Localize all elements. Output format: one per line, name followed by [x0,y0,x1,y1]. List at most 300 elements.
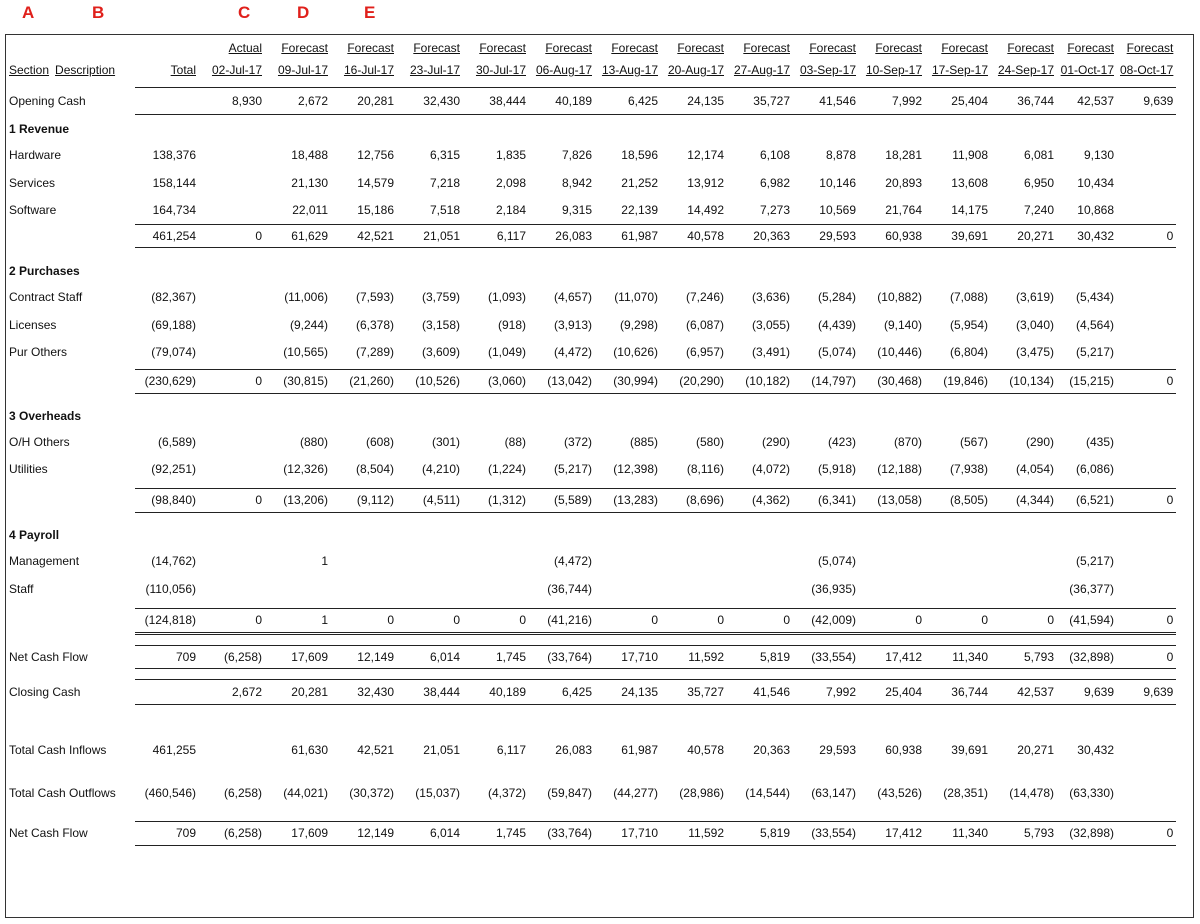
value-cell: (12,398) [613,461,658,476]
value-cell: 30,432 [1057,224,1117,247]
value-cell: (3,158) [421,317,460,332]
section-header: Section [9,63,50,77]
value-cell: (5,074) [817,344,856,359]
header-type-label: Forecast [1126,41,1174,55]
header-blank [6,37,199,55]
value-cell [859,575,925,602]
column-letter: C [238,3,251,22]
value-cell [1117,311,1176,338]
value-cell: 42,521 [357,742,394,757]
column-letter: A [22,3,35,22]
value-cell [199,141,265,169]
value-cell: (5,589) [529,488,595,512]
value-cell: (13,206) [265,488,331,512]
value-cell: (32,898) [1057,645,1117,668]
value-cell: (1,093) [487,290,526,304]
value-cell: 25,404 [925,87,991,114]
value-cell: 15,186 [357,202,394,217]
header-type-label: Forecast [743,41,790,55]
value-cell: 6,108 [759,148,790,162]
row-label: Opening Cash [9,93,86,108]
value-cell [199,547,265,575]
value-cell: (301) [431,435,460,449]
value-cell: 9,130 [1083,148,1114,162]
row-total: (460,546) [144,785,196,800]
value-cell [1117,141,1176,169]
value-cell: (5,954) [949,317,988,332]
value-cell: 1 [265,608,331,633]
value-cell: (435) [1085,435,1114,449]
value-cell: (13,283) [595,488,661,512]
value-cell: (20,290) [661,369,727,393]
value-cell: (15,215) [1057,369,1117,393]
value-cell [1117,428,1176,456]
value-cell: 0 [463,608,529,633]
value-cell: (33,554) [793,645,859,668]
value-cell: (41,594) [1057,608,1117,633]
row-label: Hardware [9,148,62,162]
value-cell: 7,240 [1023,202,1054,217]
section-heading: 4 Payroll [9,528,60,542]
value-cell: 2,672 [199,679,265,704]
value-cell [199,283,265,311]
value-cell: (33,764) [529,645,595,668]
value-cell: 24,135 [661,87,727,114]
value-cell [397,547,463,575]
row-label: O/H Others [9,435,70,449]
value-cell: (880) [299,435,328,449]
value-cell: (4,472) [553,554,592,568]
row-total: (98,840) [135,488,199,512]
value-cell: (4,511) [397,488,463,512]
value-cell [1117,547,1176,575]
row-total: (124,818) [135,608,199,633]
header-type-label: Forecast [545,41,592,55]
date-header: 30-Jul-17 [475,63,526,77]
row-label: Contract Staff [9,290,83,304]
value-cell: 0 [595,608,661,633]
value-cell: (1,224) [487,461,526,476]
section-heading: 2 Purchases [9,264,80,278]
value-cell: 8,930 [199,87,265,114]
value-cell: 7,273 [759,202,790,217]
table-row [6,77,1176,87]
value-cell: (5,074) [817,554,856,568]
value-cell: (14,797) [793,369,859,393]
row-total: (230,629) [135,369,199,393]
value-cell: (1,049) [487,344,526,359]
value-cell: (5,217) [1075,554,1114,568]
value-cell: 10,146 [819,175,856,190]
value-cell: 0 [1117,645,1176,668]
value-cell: 17,412 [859,821,925,845]
value-cell: (1,312) [463,488,529,512]
value-cell: 10,434 [1077,175,1114,190]
value-cell: (9,298) [619,317,658,332]
date-header: 08-Oct-17 [1120,63,1174,77]
value-cell: 17,609 [265,645,331,668]
value-cell: (608) [365,435,394,449]
table-row [6,763,1176,779]
value-cell: 0 [199,224,265,247]
value-cell: (63,147) [811,785,856,800]
table-row [6,736,1176,763]
value-cell: 9,315 [561,202,592,217]
spacer-cell [6,668,1117,679]
value-cell: 30,432 [1077,742,1114,757]
value-cell: (3,913) [553,317,592,332]
date-header: 24-Sep-17 [997,63,1054,77]
value-cell: (7,246) [685,290,724,304]
value-cell: 61,987 [621,742,658,757]
cash-flow-table [6,35,1176,846]
value-cell: (6,086) [1075,461,1114,476]
value-cell: 6,014 [397,645,463,668]
value-cell: 0 [661,608,727,633]
value-cell: (10,526) [397,369,463,393]
table-row [6,311,1176,338]
row-total: (92,251) [151,461,196,476]
value-cell: (4,564) [1075,317,1114,332]
header-type-label: Forecast [347,41,394,55]
value-cell [463,547,529,575]
value-cell: 22,139 [621,202,658,217]
value-cell: (11,006) [284,290,328,304]
value-cell: 12,756 [357,148,394,162]
section-heading: 3 Overheads [9,409,82,423]
value-cell [925,575,991,602]
row-total: 158,144 [152,175,196,190]
description-header: Description [55,63,116,77]
date-header: 23-Jul-17 [409,63,460,77]
value-cell: 40,189 [529,87,595,114]
value-cell: (44,277) [613,785,658,800]
value-cell: (12,326) [283,461,328,476]
spacer-cell [6,393,1117,404]
column-letter: D [297,3,310,22]
row-total: (82,367) [151,290,196,304]
row-label: Utilities [9,461,48,476]
row-label [6,369,135,393]
table-row [6,456,1176,481]
value-cell: (32,898) [1057,821,1117,845]
value-cell: 5,793 [991,821,1057,845]
spacer-cell [6,247,1117,259]
value-cell [595,547,661,575]
value-cell: (33,764) [529,821,595,845]
value-cell: (9,244) [289,317,328,332]
value-cell: (30,994) [595,369,661,393]
value-cell: 20,271 [1017,742,1054,757]
table-row [6,338,1176,365]
value-cell: 12,149 [331,821,397,845]
value-cell: (4,072) [751,461,790,476]
table-row [6,779,1176,806]
section-heading: 1 Revenue [9,122,70,136]
cash-flow-sheet [5,34,1194,918]
value-cell: 17,710 [595,645,661,668]
row-label [6,224,135,247]
date-header: 20-Aug-17 [667,63,724,77]
value-cell: 0 [199,488,265,512]
value-cell: 14,579 [357,175,394,190]
value-cell: 6,081 [1023,148,1054,162]
value-cell: 20,281 [331,87,397,114]
value-cell: (41,216) [529,608,595,633]
value-cell: (36,377) [1069,581,1114,596]
value-cell [1117,736,1176,763]
value-cell [1117,456,1176,481]
value-cell [661,547,727,575]
section-description-header [6,55,135,77]
value-cell: (6,258) [199,821,265,845]
row-label: Staff [9,581,34,596]
value-cell: 40,189 [463,679,529,704]
value-cell: (10,626) [613,344,658,359]
value-cell: 6,425 [595,87,661,114]
table-row [6,481,1176,488]
row-label: Net Cash Flow [9,826,88,840]
value-cell: 18,281 [885,148,922,162]
value-cell: 60,938 [859,224,925,247]
value-cell: 17,412 [859,645,925,668]
row-total [135,679,199,704]
date-header: 10-Sep-17 [865,63,922,77]
value-cell: (4,372) [487,785,526,800]
table-row [6,117,1176,141]
value-cell: 39,691 [925,224,991,247]
value-cell [1117,196,1176,224]
value-cell [199,736,265,763]
value-cell: (870) [893,435,922,449]
column-letter-bar [0,0,1200,30]
value-cell [199,338,265,365]
value-cell: (12,188) [877,461,922,476]
value-cell [331,575,397,602]
table-row [6,488,1176,512]
value-cell: (372) [563,435,592,449]
value-cell: 17,609 [265,821,331,845]
value-cell: 21,130 [291,175,328,190]
value-cell: 6,117 [496,742,526,757]
value-cell: 11,340 [925,821,991,845]
value-cell: 0 [1117,224,1176,247]
value-cell: (7,938) [949,461,988,476]
value-cell: 61,630 [291,742,328,757]
table-row [6,512,1176,523]
value-cell: 1,835 [495,148,526,162]
table-row [6,141,1176,169]
value-cell: 40,578 [661,224,727,247]
value-cell: 1 [321,554,328,568]
column-letter: B [92,3,105,22]
value-cell: 5,819 [727,645,793,668]
value-cell: 12,149 [331,645,397,668]
value-cell: 10,868 [1077,202,1114,217]
value-cell: (5,918) [817,461,856,476]
value-cell: 60,938 [885,742,922,757]
date-header: 27-Aug-17 [733,63,790,77]
row-label: Licenses [9,317,57,332]
table-row [6,369,1176,393]
value-cell: (11,070) [614,290,658,304]
header-type-label: Forecast [1007,41,1054,55]
table-row [6,547,1176,575]
value-cell: 0 [1117,608,1176,633]
table-row [6,704,1176,736]
value-cell: 13,608 [951,175,988,190]
value-cell: (33,554) [793,821,859,845]
value-cell: 11,340 [925,645,991,668]
value-cell [1117,338,1176,365]
value-cell: (36,935) [811,581,856,596]
value-cell: (43,526) [877,785,922,800]
row-total: 461,254 [135,224,199,247]
value-cell: (3,491) [751,344,790,359]
value-cell: 21,252 [621,175,658,190]
value-cell: 0 [199,608,265,633]
value-cell [265,575,331,602]
table-row [6,393,1176,404]
spacer-cell [6,512,1117,523]
value-cell: 0 [991,608,1057,633]
value-cell: 21,764 [885,202,922,217]
value-cell: 18,596 [621,148,658,162]
value-cell: (5,217) [553,461,592,476]
value-cell: (290) [761,435,790,449]
value-cell: 26,083 [529,224,595,247]
total-header: Total [170,63,196,77]
value-cell: (63,330) [1069,785,1114,800]
value-cell [1117,779,1176,806]
value-cell: (3,759) [421,290,460,304]
row-total: 164,734 [152,202,196,217]
header-type-label: Actual [228,41,262,55]
row-total: (14,762) [151,554,196,568]
row-total: (69,188) [151,317,196,332]
value-cell: (10,446) [877,344,922,359]
value-cell: 13,912 [687,175,724,190]
value-cell: (4,362) [727,488,793,512]
value-cell [661,575,727,602]
value-cell: 2,184 [495,202,526,217]
value-cell: 0 [331,608,397,633]
value-cell: 17,710 [595,821,661,845]
value-cell: 21,051 [397,224,463,247]
value-cell: (5,217) [1075,344,1114,359]
table-row [6,196,1176,224]
value-cell: 24,135 [595,679,661,704]
table-row [6,645,1176,668]
value-cell [727,547,793,575]
value-cell [397,575,463,602]
value-cell [199,169,265,196]
value-cell: (6,341) [793,488,859,512]
value-cell: 32,430 [397,87,463,114]
value-cell [199,311,265,338]
row-total: 138,376 [152,148,196,162]
value-cell: 0 [925,608,991,633]
value-cell: (9,140) [883,317,922,332]
row-label: Services [9,175,56,190]
value-cell: 42,521 [331,224,397,247]
row-total: 461,255 [152,742,196,757]
value-cell: 36,744 [991,87,1057,114]
value-cell: (42,009) [793,608,859,633]
value-cell: (580) [695,435,724,449]
value-cell: 11,592 [661,821,727,845]
table-row [6,428,1176,456]
value-cell: 35,727 [661,679,727,704]
value-cell: (7,289) [355,344,394,359]
value-cell: 0 [1117,488,1176,512]
value-cell: 1,745 [463,645,529,668]
value-cell: (4,210) [421,461,460,476]
value-cell: 38,444 [397,679,463,704]
value-cell: (10,134) [991,369,1057,393]
spacer-cell [6,763,1117,779]
value-cell: 8,878 [825,148,856,162]
table-row [6,283,1176,311]
value-cell [199,456,265,481]
table-row [6,224,1176,247]
spacer-cell [6,77,1117,87]
value-cell: (4,439) [817,317,856,332]
value-cell: 9,639 [1057,679,1117,704]
value-cell: (9,112) [331,488,397,512]
value-cell: 42,537 [1057,87,1117,114]
value-cell: 61,987 [595,224,661,247]
value-cell: 7,218 [429,175,460,190]
value-cell: 7,992 [859,87,925,114]
value-cell: (14,544) [745,785,790,800]
value-cell: (3,609) [421,344,460,359]
column-letter: E [364,3,376,22]
value-cell: (10,882) [877,290,922,304]
value-cell: 6,982 [759,175,790,190]
value-cell: 29,593 [793,224,859,247]
value-cell: (8,505) [925,488,991,512]
row-total [135,87,199,114]
date-header: 03-Sep-17 [799,63,856,77]
value-cell: 11,908 [952,148,988,162]
value-cell: 25,404 [859,679,925,704]
date-header: 02-Jul-17 [211,63,262,77]
value-cell: 41,546 [727,679,793,704]
value-cell [331,547,397,575]
value-cell: 61,629 [265,224,331,247]
value-cell: (5,434) [1075,290,1114,304]
value-cell: (13,058) [859,488,925,512]
header-type-label: Forecast [281,41,328,55]
value-cell: (44,021) [283,785,328,800]
header-type-label: Forecast [611,41,658,55]
value-cell: (3,619) [1015,290,1054,304]
value-cell: (6,378) [355,317,394,332]
value-cell: 32,430 [331,679,397,704]
value-cell: (423) [827,435,856,449]
value-cell: 0 [1117,369,1176,393]
value-cell [199,196,265,224]
row-label: Total Cash Outflows [9,785,116,800]
value-cell: (8,116) [686,461,724,476]
value-cell: 2,098 [495,175,526,190]
value-cell: (30,372) [349,785,394,800]
value-cell [199,428,265,456]
value-cell: 5,819 [727,821,793,845]
value-cell [727,575,793,602]
value-cell: 14,492 [687,202,724,217]
